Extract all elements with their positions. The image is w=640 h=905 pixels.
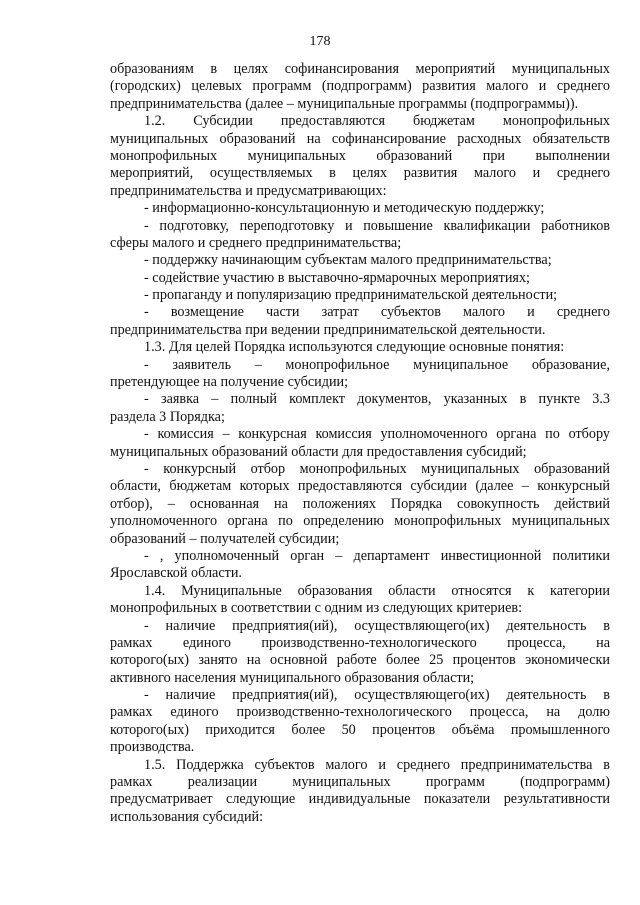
text-line: - содействие участию в выставочно-ярмарочных мероприятиях; (144, 269, 530, 286)
text-line: 1.4. Муниципальные образования области относятся к категории (144, 582, 610, 599)
text-line: (городских) целевых программ (подпрограмм) развития малого и среднего (110, 78, 610, 95)
text-line: образованиям в целях софинансирования мероприятий муниципальных (110, 61, 610, 77)
text-line: 1.5. Поддержка субъектов малого и среднего предпринимательства в (144, 756, 610, 773)
text-line: использования субсидий: (110, 808, 264, 825)
text-line: образований – получателей субсидии; (110, 530, 340, 547)
text-line: претендующее на получение субсидии; (110, 374, 349, 391)
text-line: - подготовку, переподготовку и повышение квалификации работников (144, 217, 610, 234)
text-line: монопрофильных в соответствии с одним из следующих критериев: (110, 600, 523, 617)
text-line: 1.3. Для целей Порядка используются следующие основные понятия: (144, 339, 565, 356)
text-line: - конкурсный отбор монопрофильных муниципальных образований (144, 460, 610, 477)
text-line: муниципальных образований области для предоставления субсидий; (110, 443, 527, 460)
text-line: - заявка – полный комплект документов, указанных в пункте 3.3 (144, 391, 610, 408)
text-line: Ярославской области. (110, 565, 242, 582)
page-number: 178 (309, 34, 331, 49)
text-line: уполномоченного органа по определению монопрофильных муниципальных (110, 513, 610, 530)
text-line: которого(ых) занято на основной работе более 25 процентов экономически (110, 652, 610, 669)
text-line: - информационно-консультационную и методическую поддержку; (144, 200, 545, 217)
text-line: - комиссия – конкурсная комиссия уполномоченного органа по отбору (144, 426, 610, 443)
text-line: - , уполномоченный орган – департамент инвестиционной политики (144, 547, 610, 564)
text-line: предпринимательства и предусматривающих: (110, 182, 387, 199)
text-line: раздела 3 Порядка; (110, 408, 225, 425)
text-line: монопрофильных муниципальных образований при выполнении (110, 147, 610, 164)
text-line: области, бюджетам которых предоставляются субсидии (далее – конкурсный (110, 478, 610, 495)
text-line: производства. (110, 739, 195, 756)
document-body (110, 61, 610, 826)
text-line: мероприятий, осуществляемых в целях развития малого и среднего (110, 165, 610, 182)
text-line: активного населения муниципального образования области; (110, 669, 475, 686)
text-line: муниципальных образований на софинансирование расходных обязательств (110, 130, 610, 147)
text-line: - поддержку начинающим субъектам малого предпринимательства; (144, 252, 552, 269)
text-line: - возмещение части затрат субъектов малого и среднего (144, 304, 610, 321)
text-line: - наличие предприятия(ий), осуществляющего(их) деятельность в (144, 617, 610, 634)
text-line: рамках единого производственно-технологического процесса, на (110, 634, 610, 651)
text-line: - пропаганду и популяризацию предпринимательской деятельности; (144, 287, 558, 304)
text-line: предусматривает следующие индивидуальные показатели результативности (110, 791, 610, 808)
text-line: - наличие предприятия(ий), осуществляющего(их) деятельность в (144, 687, 610, 704)
text-line: отбор), – основанная на положениях Порядка совокупность действий (110, 495, 610, 512)
text-line: сферы малого и среднего предпринимательства; (110, 234, 402, 251)
text-line: рамках единого производственно-технологического процесса, на долю (110, 704, 610, 721)
text-line: которого(ых) приходится более 50 процентов объёма промышленного (110, 721, 610, 738)
text-line: 1.2. Субсидии предоставляются бюджетам монопрофильных (144, 113, 610, 130)
text-line: - заявитель – монопрофильное муниципальное образование, (144, 356, 610, 373)
text-line: предпринимательства при ведении предпринимательской деятельности. (110, 321, 546, 338)
text-line: предпринимательства (далее – муниципальные программы (подпрограммы)). (110, 95, 579, 112)
text-line: рамках реализации муниципальных программ (подпрограмм) (110, 774, 610, 791)
